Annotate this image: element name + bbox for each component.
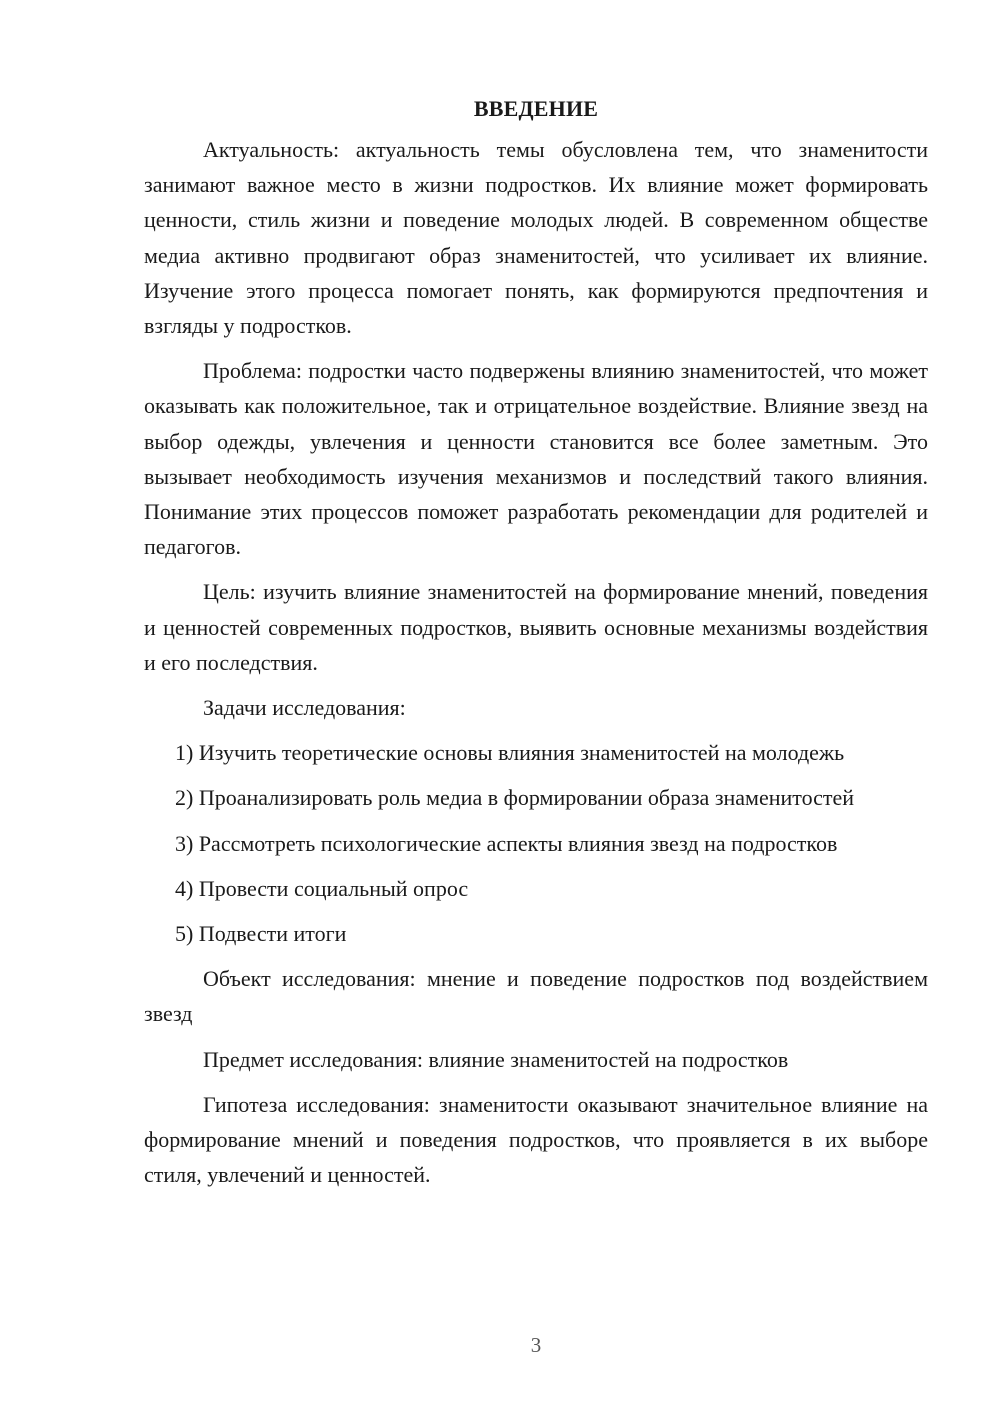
paragraph-object: Объект исследования: мнение и поведение подростков под воздействием звезд <box>144 966 928 1027</box>
paragraph-relevance: Актуальность: актуальность темы обусловлена тем, что знаменитости занимают важное место в жизни подростков. Их влияние может формировать ценности, стиль жизни и поведение молодых людей. В современном обществе медиа активно продвигают образ знаменитостей, что усиливает их влияние. Изучение этого процесса помогает понять, как формируются предпочтения и взгляды у подростков. <box>144 137 928 339</box>
paragraph-problem: Проблема: подростки часто подвержены влиянию знаменитостей, что может оказывать как положительное, так и отрицательное воздействие. Влияние звезд на выбор одежды, увлечения и ценности становится все более заметным. Это вызывает необходимость изучения механизмов и последствий такого влияния. Понимание этих процессов поможет разработать рекомендации для родителей и педагогов. <box>144 358 928 560</box>
page-number: 3 <box>530 1333 542 1357</box>
paragraph-goal: Цель: изучить влияние знаменитостей на формирование мнений, поведения и ценностей современных подростков, выявить основные механизмы воздействия и его последствия. <box>144 579 928 675</box>
paragraph-hypothesis: Гипотеза исследования: знаменитости оказывают значительное влияние на формирование мнений и поведения подростков, что проявляется в их выборе стиля, увлечений и ценностей. <box>144 1091 928 1188</box>
tasks-heading: Задачи исследования: <box>203 695 406 721</box>
task-item-2: 2) Проанализировать роль медиа в формировании образа знаменитостей <box>175 785 855 811</box>
task-item-4: 4) Провести социальный опрос <box>175 875 469 901</box>
task-item-5: 5) Подвести итоги <box>175 921 347 947</box>
page-content <box>144 92 928 1202</box>
page-title: ВВЕДЕНИЕ <box>473 96 599 121</box>
task-item-1: 1) Изучить теоретические основы влияния знаменитостей на молодежь <box>175 740 845 766</box>
task-item-3: 3) Рассмотреть психологические аспекты влияния звезд на подростков <box>175 830 838 856</box>
paragraph-subject: Предмет исследования: влияние знаменитостей на подростков <box>203 1046 789 1072</box>
